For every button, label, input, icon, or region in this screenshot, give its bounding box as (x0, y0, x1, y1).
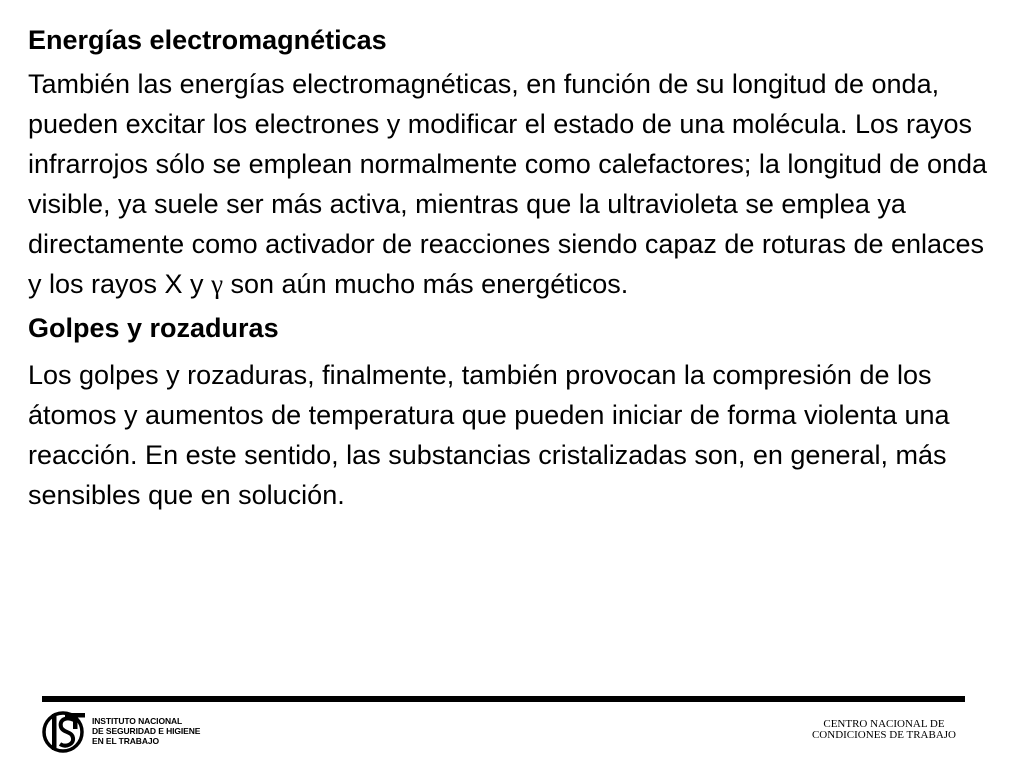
logo-text-line: EN EL TRABAJO (92, 736, 160, 746)
body-text-part-2: son aún mucho más energéticos. (223, 269, 629, 299)
logo-text-line: INSTITUTO NACIONAL (92, 716, 183, 726)
center-name-line: CENTRO NACIONAL DE (823, 718, 945, 730)
gamma-symbol: γ (211, 269, 223, 299)
footer-divider (42, 696, 965, 702)
logo-text (92, 716, 200, 746)
section-heading-electromagnetic-energies: Energías electromagnéticas (28, 25, 387, 55)
section-body-impacts-and-friction: Los golpes y rozaduras, finalmente, también provocan la compresión de los átomos y aumentos de temperatura que pueden iniciar de forma violenta una reacción. En este sentido, las substancias cristalizadas son, en general, más sensibles que en solución. (28, 360, 950, 510)
section-body-electromagnetic-energies (28, 64, 998, 304)
insht-logo-icon (40, 708, 88, 756)
center-name-line: CONDICIONES DE TRABAJO (811, 729, 956, 741)
logo-text-line: DE SEGURIDAD E HIGIENE (92, 726, 201, 736)
body-text-part-1: También las energías electromagnéticas, en función de su longitud de onda, pueden excitar los electrones y modificar el estado de una molécula. Los rayos infrarrojos sólo se emplean normalmente como calefactores; la longitud de onda visible, ya suele ser más activa, mientras que la ultravioleta se emplea ya directamente como activador de reacciones siendo capaz de roturas de enlaces y los rayos X y (28, 69, 988, 299)
section-heading-impacts-and-friction: Golpes y rozaduras (28, 313, 279, 343)
slide-content (28, 20, 998, 515)
center-name (812, 719, 956, 741)
insht-logo (40, 708, 240, 756)
